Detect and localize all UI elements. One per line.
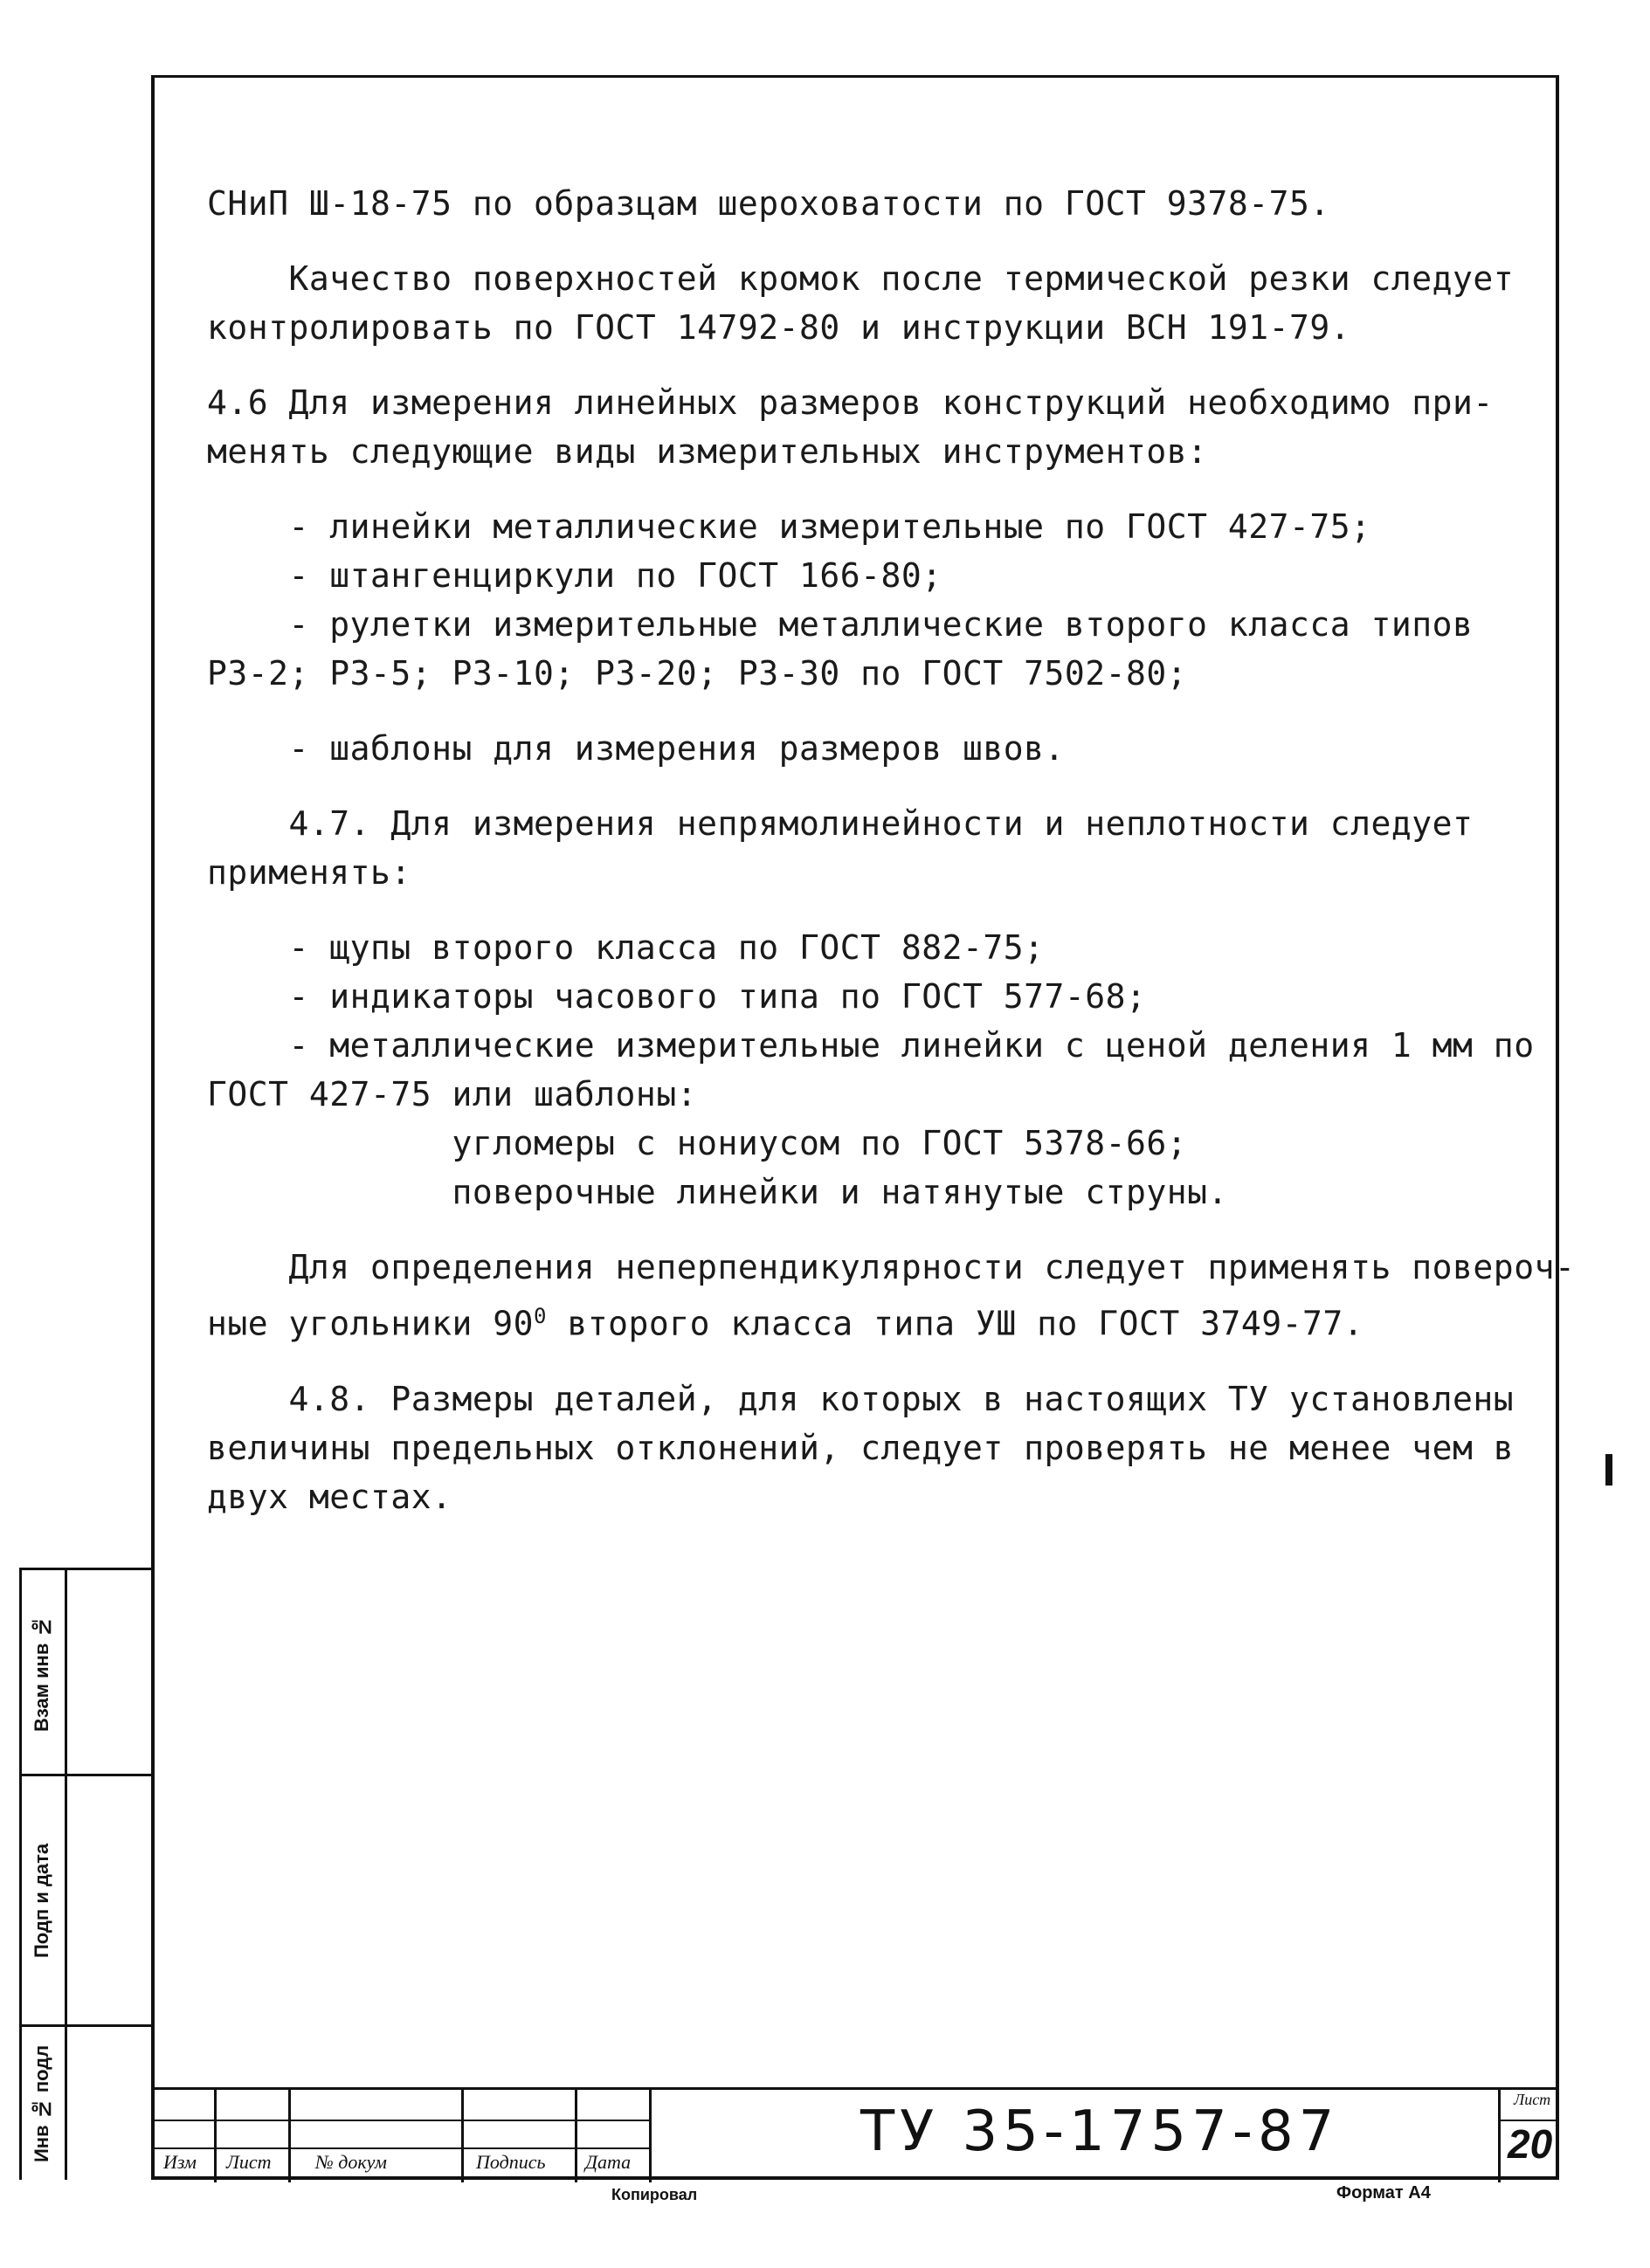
text-line: - индикаторы часового типа по ГОСТ 577-68; (207, 977, 1147, 1016)
tb-caption-signature: Подпись (476, 2151, 546, 2173)
tb-divider (1498, 2090, 1501, 2182)
text-line: 4.7. Для измерения непрямолинейности и неплотности следует (207, 804, 1474, 843)
tb-divider (288, 2090, 291, 2182)
text-fragment: второго класса типа УШ по ГОСТ 3749-77. (547, 1304, 1364, 1343)
footer-format: Формат А4 (1336, 2183, 1431, 2203)
tb-row-line (151, 2120, 649, 2121)
text-line: - рулетки измерительные металлические второго класса типов (207, 605, 1474, 644)
text-line: - металлические измерительные линейки с ценой деления 1 мм по (207, 1026, 1535, 1065)
text-line: ГОСТ 427-75 или шаблоны: (207, 1075, 698, 1113)
body-text (207, 179, 1576, 1521)
text-line: 4.8. Размеры деталей, для которых в настоящих ТУ установлены (207, 1379, 1515, 1418)
text-line: двух местах. (207, 1477, 452, 1516)
footer-copied: Копировал (611, 2186, 698, 2203)
text-line: поверочные линейки и натянутые струны. (207, 1173, 1228, 1211)
title-block (151, 2087, 1559, 2180)
tb-row-line (151, 2147, 649, 2149)
sheet-label: Лист (1514, 2091, 1551, 2108)
text-line: применять: (207, 853, 411, 892)
text-line: менять следующие виды измерительных инструментов: (207, 432, 1208, 471)
degree-superscript: 0 (534, 1304, 547, 1328)
tb-caption-change: Изм (163, 2151, 197, 2173)
text-line: - шаблоны для измерения размеров швов. (207, 729, 1065, 768)
strip-border (19, 1570, 22, 2180)
text-line: Для определения неперпендикулярности следует применять повероч- (207, 1248, 1576, 1286)
tb-divider (649, 2090, 652, 2182)
text-fragment: ные угольники 90 (207, 1304, 535, 1343)
text-line: СНиП Ш-18-75 по образцам шероховатости по ГОСТ 9378-75. (207, 184, 1330, 223)
text-line: Качество поверхностей кромок после термической резки следует (207, 259, 1515, 298)
text-line: величины предельных отклонений, следует проверять не менее чем в (207, 1428, 1515, 1467)
strip-row-divider (19, 2024, 151, 2027)
tb-divider (461, 2090, 464, 2182)
text-line: - линейки металлические измерительные по ГОСТ 427-75; (207, 507, 1371, 546)
text-line: - щупы второго класса по ГОСТ 882-75; (207, 928, 1045, 967)
document-code: ТУ 35-1757-87 (860, 2099, 1340, 2164)
strip-divider (65, 1570, 67, 2180)
tb-divider (575, 2090, 577, 2182)
sheet-number: 20 (1508, 2121, 1553, 2167)
text-line: - штангенциркули по ГОСТ 166-80; (207, 556, 942, 595)
strip-label-replace-inv: Взам инв № (31, 1616, 52, 1732)
side-strip (19, 1568, 151, 2180)
scan-mark (1605, 1454, 1612, 1486)
text-line: 4.6 Для измерения линейных размеров конструкций необходимо при- (207, 383, 1494, 422)
tb-caption-date: Дата (585, 2151, 632, 2173)
text-line: контролировать по ГОСТ 14792-80 и инструкции ВСН 191-79. (207, 308, 1351, 347)
text-line: угломеры с нониусом по ГОСТ 5378-66; (207, 1124, 1188, 1162)
strip-label-inv-orig: Инв № подл (31, 2044, 52, 2163)
tb-caption-sheet: Лист (226, 2151, 272, 2173)
text-line-with-superscript (207, 1292, 1543, 1348)
strip-row-divider (19, 1774, 151, 1776)
tb-caption-doc-no: № докум (315, 2151, 387, 2173)
text-line: РЗ-2; РЗ-5; РЗ-10; РЗ-20; РЗ-30 по ГОСТ 7502-80; (207, 654, 1188, 693)
tb-divider (214, 2090, 217, 2182)
strip-label-sign-date: Подп и дата (31, 1843, 52, 1958)
